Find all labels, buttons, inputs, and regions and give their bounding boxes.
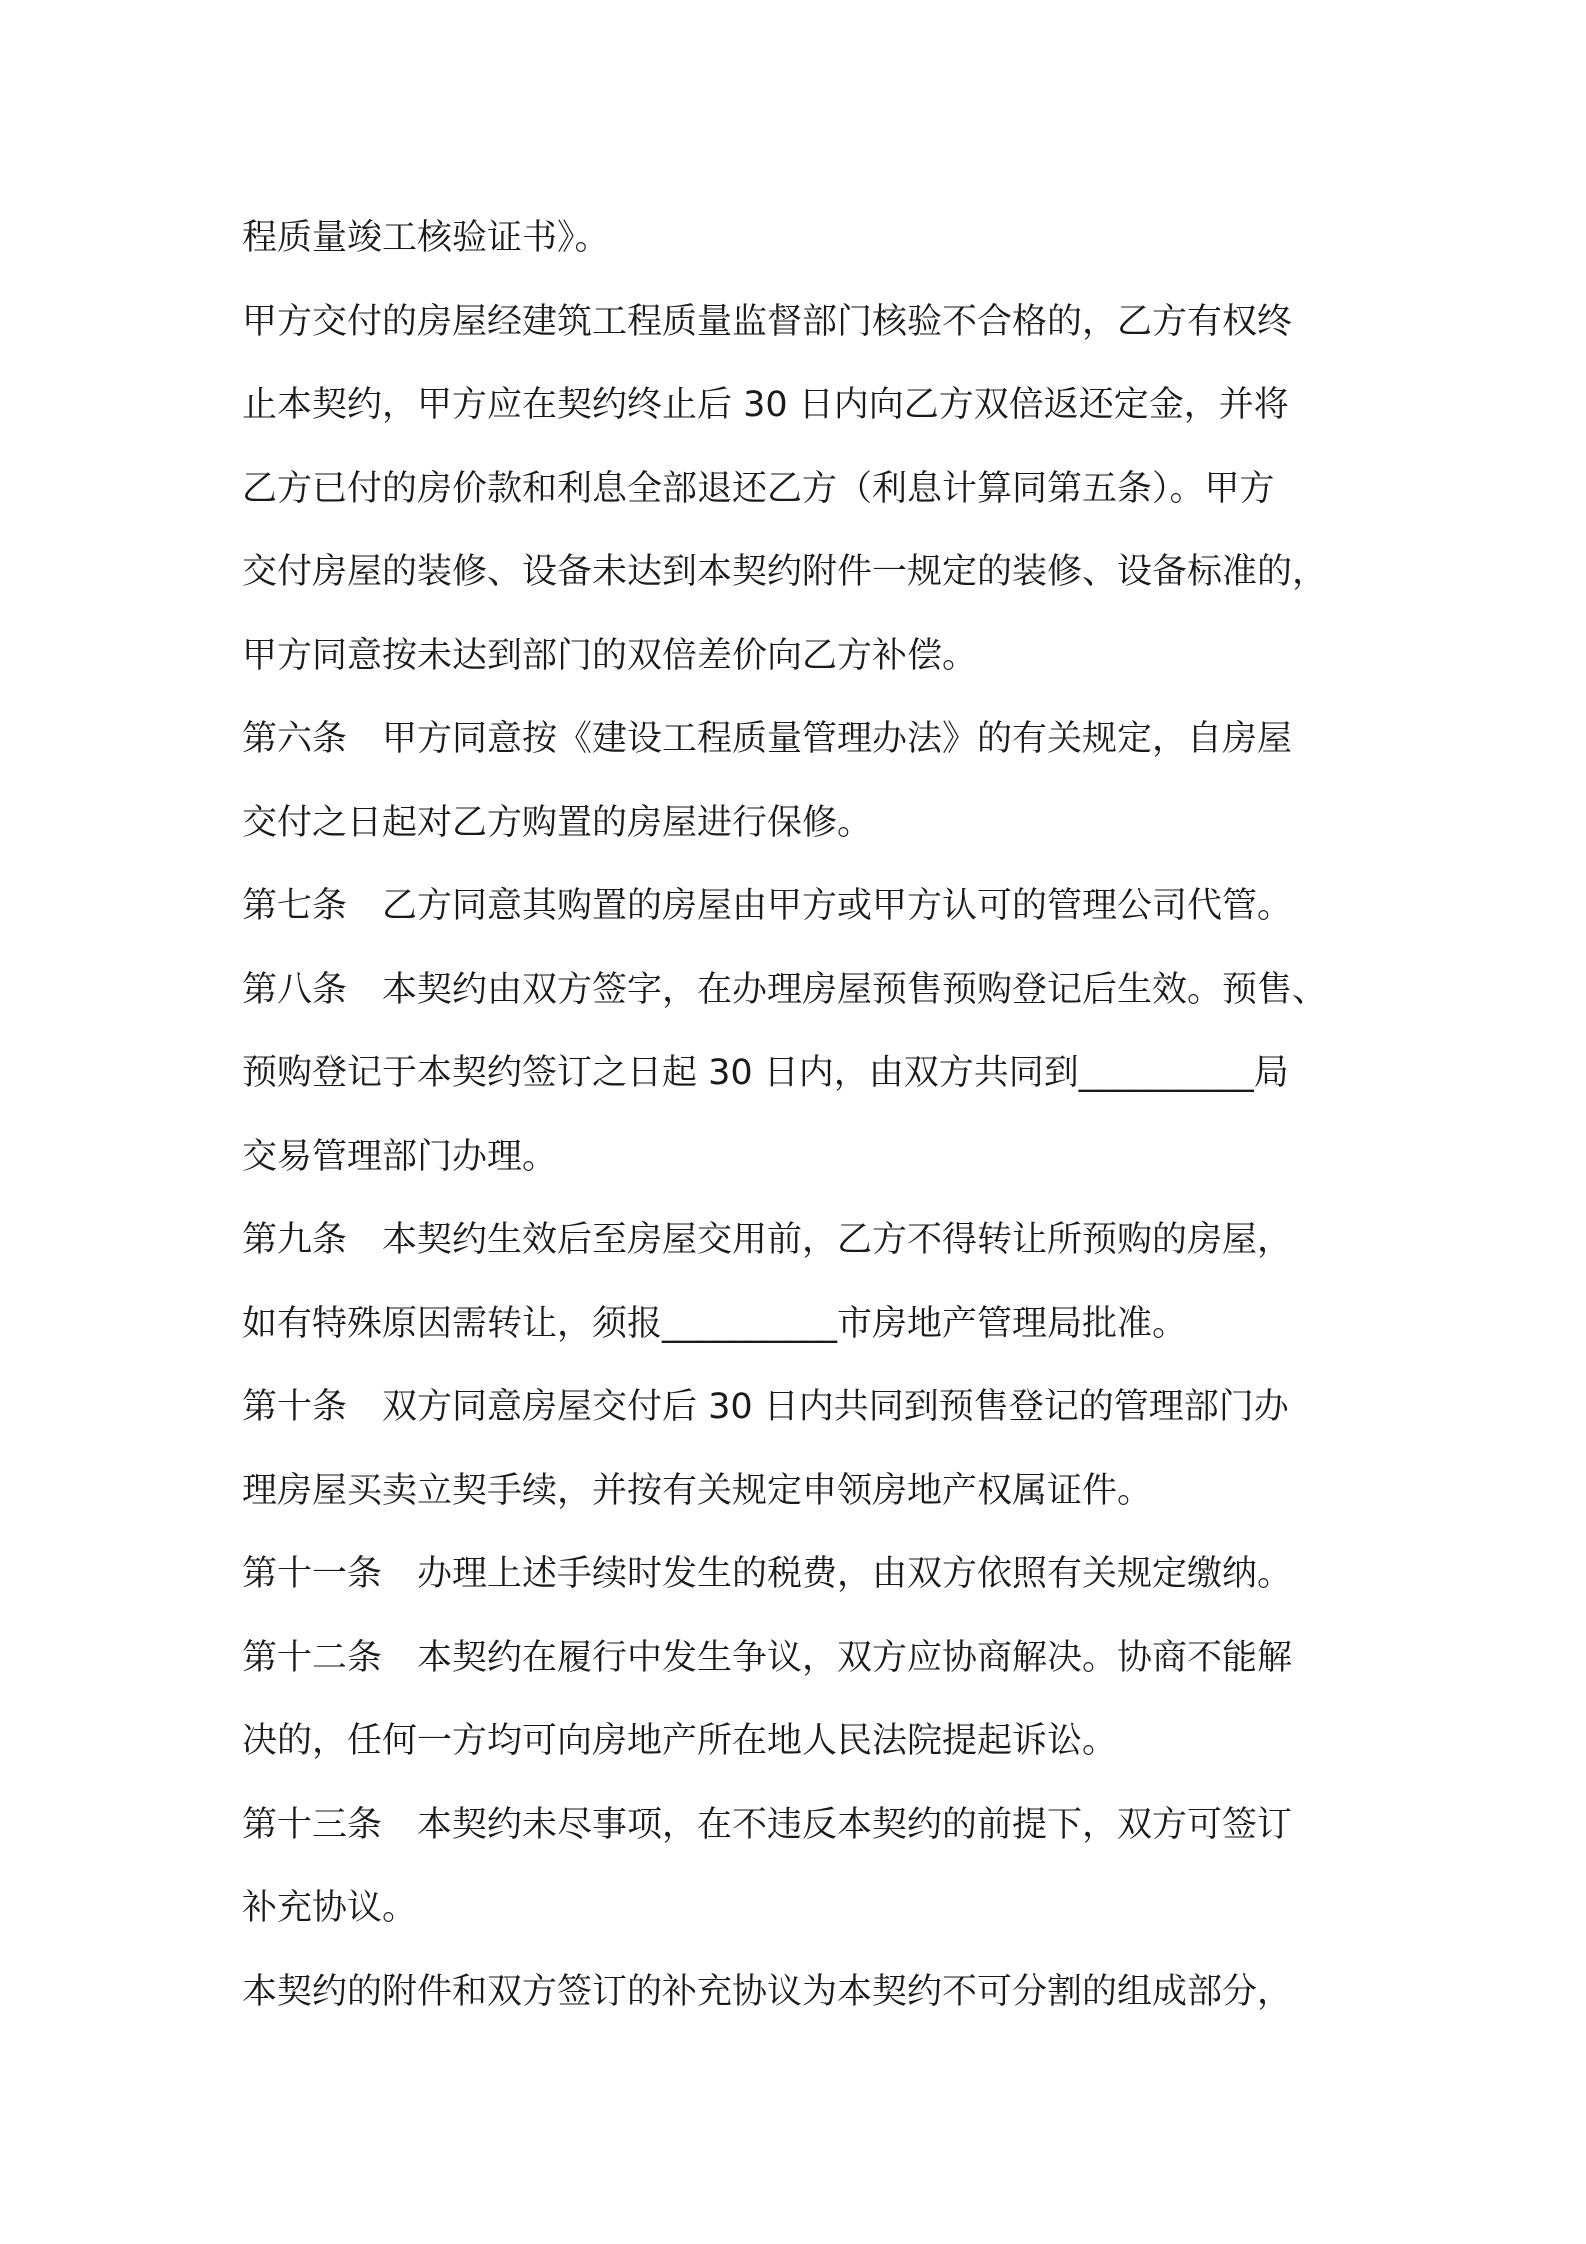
clause-6-line: 第六条 甲方同意按《建设工程质量管理办法》的有关规定，自房屋 <box>242 719 1293 759</box>
clause-9-line: 第九条 本契约生效后至房屋交用前，乙方不得转让所预购的房屋， <box>242 1220 1293 1260</box>
text-line: 程质量竣工核验证书》。 <box>242 218 610 258</box>
clause-8-line: 第八条 本契约由双方签字，在办理房屋预售预购登记后生效。预售、 <box>242 969 1328 1010</box>
text-line: 理房屋买卖立契手续，并按有关规定申领房地产权属证件。 <box>242 1470 1153 1511</box>
text-line: 甲方交付的房屋经建筑工程质量监督部门核验不合格的，乙方有权终 <box>242 301 1293 342</box>
text-line: 预购登记于本契约签订之日起 30 日内，由双方共同到__________局 <box>242 1053 1289 1093</box>
text-line: 乙方已付的房价款和利息全部退还乙方（利息计算同第五条）。甲方 <box>242 468 1275 509</box>
document-body <box>242 197 1362 2034</box>
text-line: 如有特殊原因需转让，须报__________市房地产管理局批准。 <box>242 1303 1188 1344</box>
clause-11-line: 第十一条 办理上述手续时发生的税费，由双方依照有关规定缴纳。 <box>242 1554 1293 1594</box>
clause-13-line: 第十三条 本契约未尽事项，在不违反本契约的前提下，双方可签订 <box>242 1804 1293 1845</box>
text-line: 决的，任何一方均可向房地产所在地人民法院提起诉讼。 <box>242 1721 1118 1761</box>
text-line: 甲方同意按未达到部门的双倍差价向乙方补偿。 <box>242 635 978 676</box>
text-line: 本契约的附件和双方签订的补充协议为本契约不可分割的组成部分， <box>242 1971 1293 2012</box>
text-line: 交易管理部门办理。 <box>242 1136 558 1177</box>
text-line: 交付房屋的装修、设备未达到本契约附件一规定的装修、设备标准的， <box>242 552 1328 592</box>
clause-7-line: 第七条 乙方同意其购置的房屋由甲方或甲方认可的管理公司代管。 <box>242 886 1293 926</box>
clause-10-line: 第十条 双方同意房屋交付后 30 日内共同到预售登记的管理部门办 <box>242 1387 1289 1427</box>
text-line: 止本契约，甲方应在契约终止后 30 日内向乙方双倍返还定金，并将 <box>242 385 1289 425</box>
text-line: 补充协议。 <box>242 1888 418 1928</box>
text-line: 交付之日起对乙方购置的房屋进行保修。 <box>242 802 873 843</box>
clause-12-line: 第十二条 本契约在履行中发生争议，双方应协商解决。协商不能解 <box>242 1637 1293 1678</box>
